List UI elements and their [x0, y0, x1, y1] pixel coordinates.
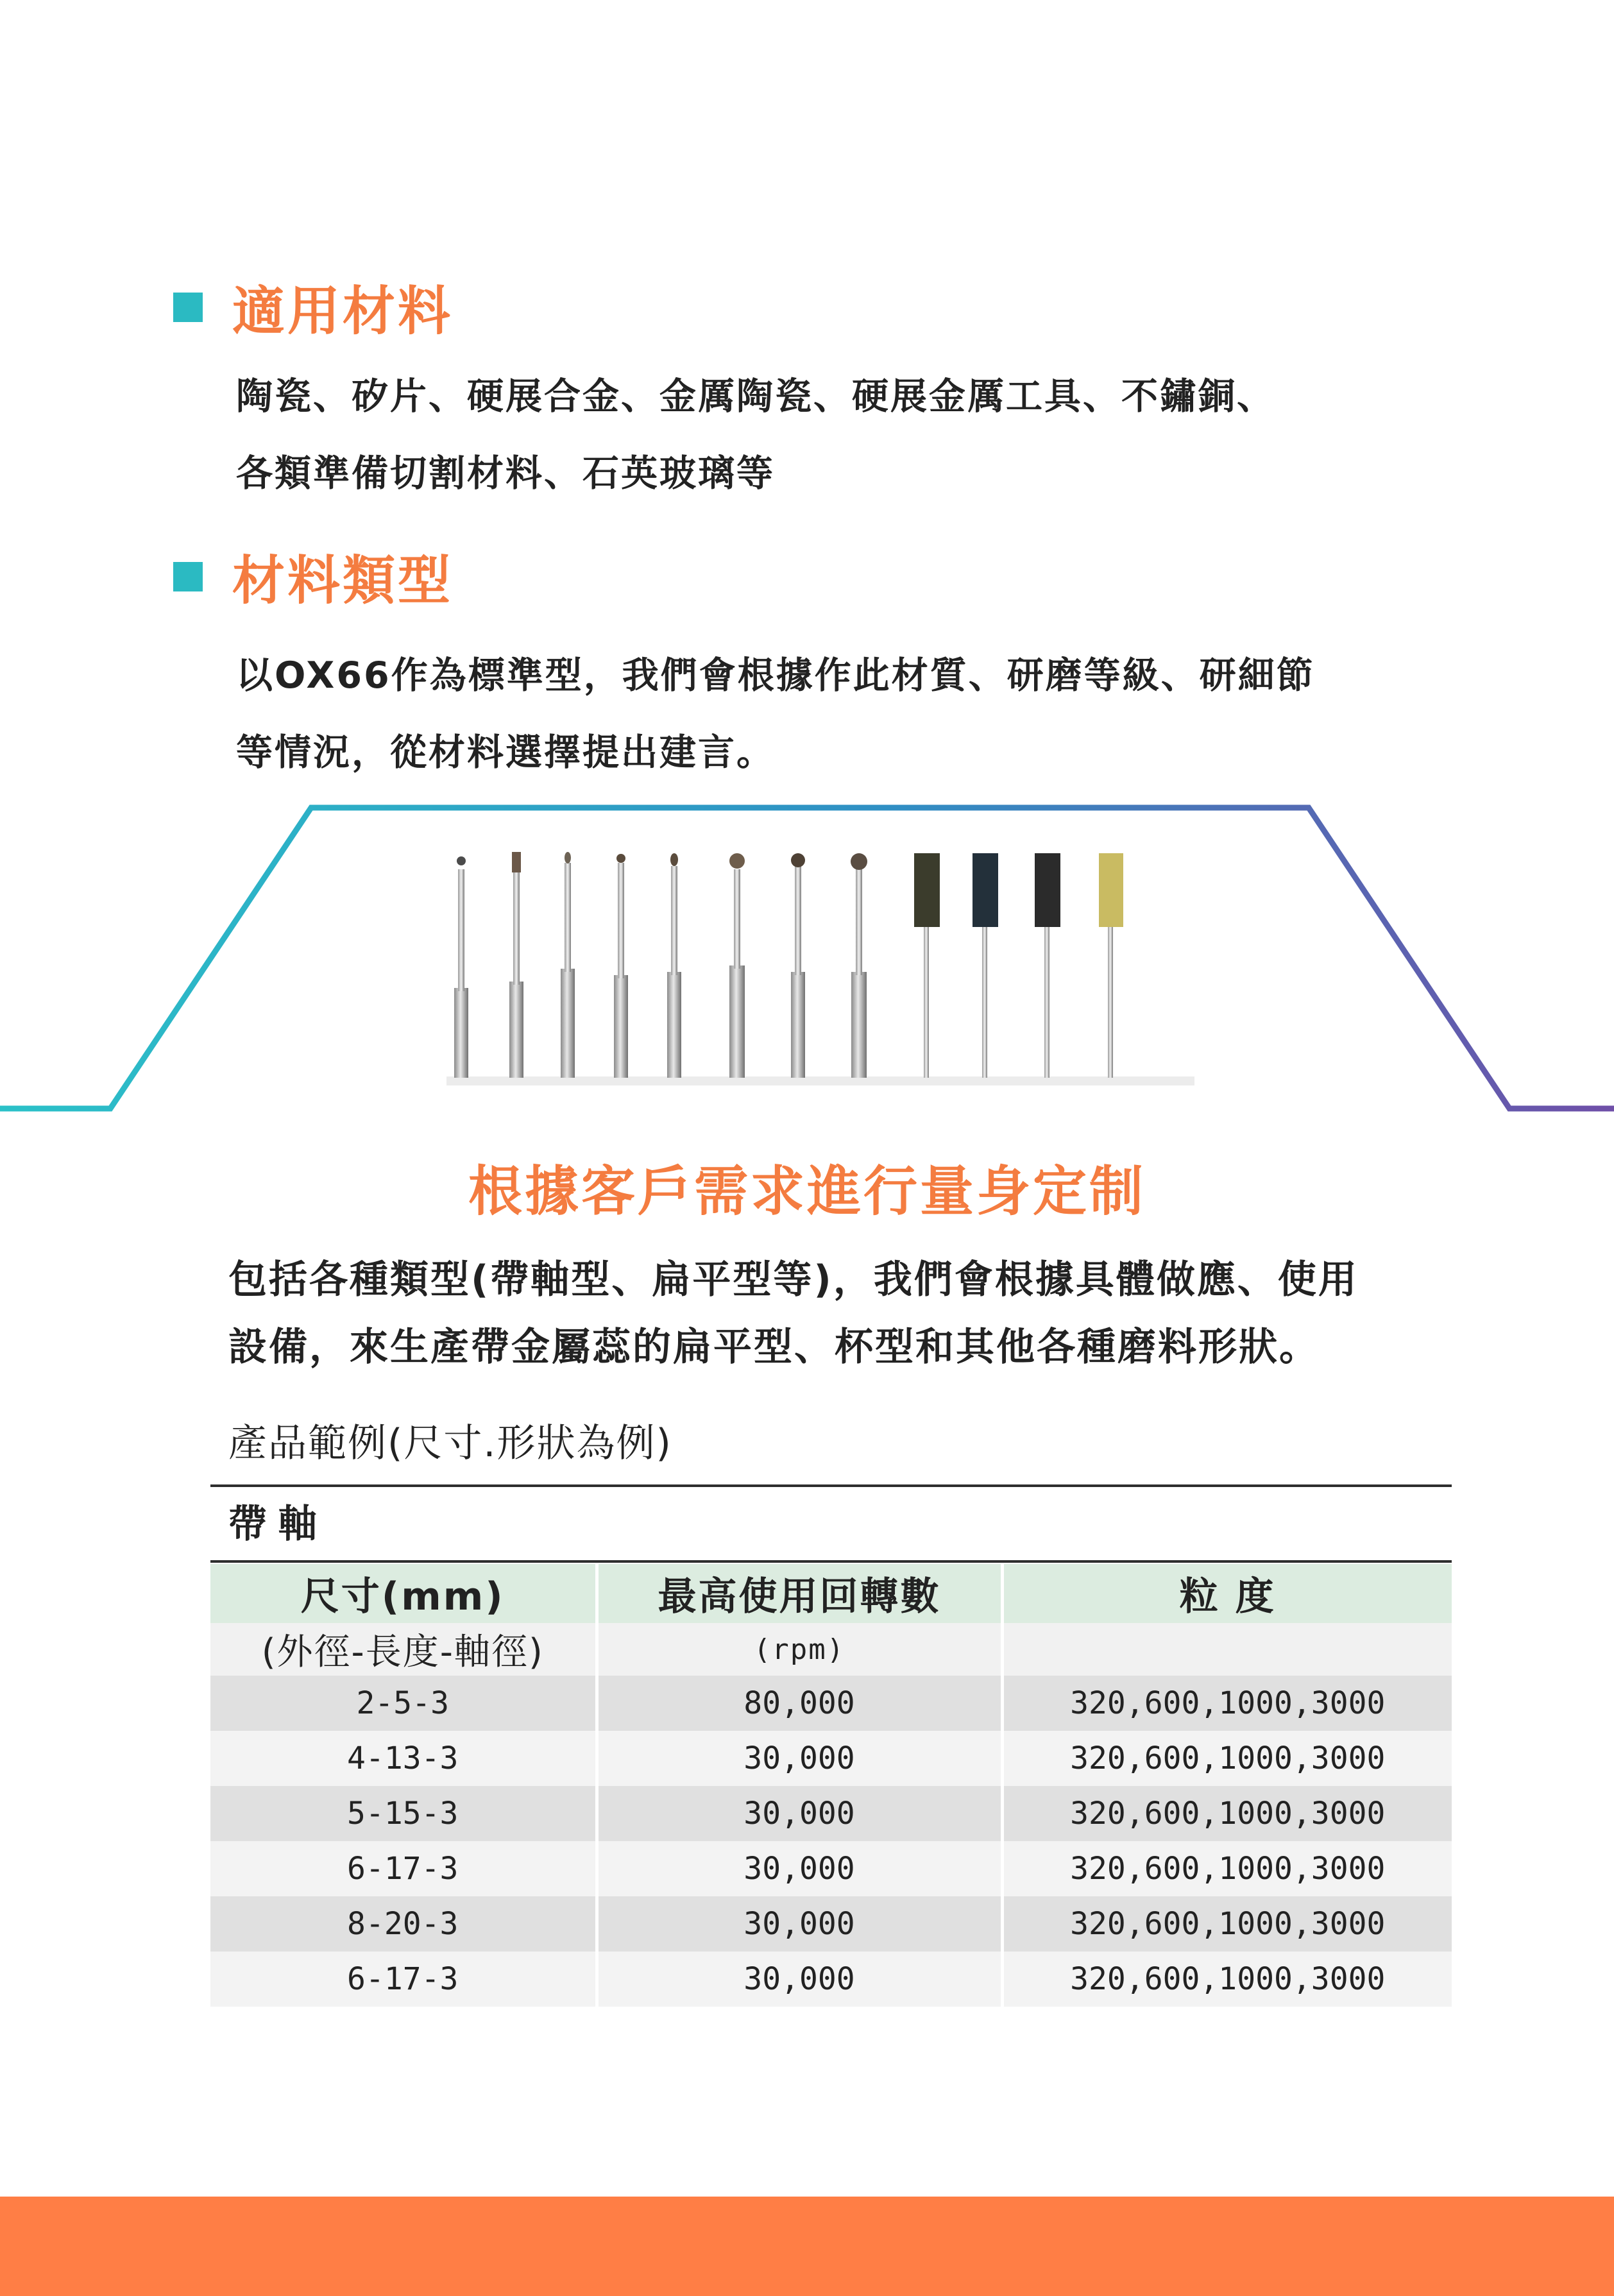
custom-section-title: 根據客戶需求進行量身定制	[468, 1159, 1146, 1223]
table-row	[210, 1731, 1452, 1786]
materials-text-line-2: 各類準備切割材料、石英玻璃等	[236, 452, 775, 495]
header-grit: 粒 度	[1002, 1564, 1452, 1623]
table-row	[210, 1676, 1452, 1731]
table-row	[210, 1786, 1452, 1841]
cell-size: 5-15-3	[210, 1786, 597, 1841]
table-subhead: 帶軸	[228, 1502, 328, 1547]
spec-table	[210, 1564, 1452, 2007]
table-row	[210, 1841, 1452, 1896]
cell-rpm: 30,000	[597, 1952, 1002, 2007]
header-max-rpm: 最高使用回轉數	[597, 1564, 1002, 1623]
materials-text-line-1: 陶瓷、矽片、硬展合金、金厲陶瓷、硬展金厲工具、不鏽銅、	[236, 375, 1275, 418]
cell-size: 2-5-3	[210, 1676, 597, 1731]
section-title: 材料類型	[232, 550, 454, 611]
cell-rpm: 30,000	[597, 1841, 1002, 1896]
types-text-line-1: 以OX66作為標準型，我們會根據作此材質、研磨等級、研細節	[236, 654, 1315, 697]
subheader-rpm-unit: (rpm)	[597, 1623, 1002, 1676]
header-size: 尺寸(mm)	[210, 1564, 597, 1623]
section-heading-materials	[173, 269, 453, 344]
cell-grit: 320,600,1000,3000	[1002, 1786, 1452, 1841]
cell-grit: 320,600,1000,3000	[1002, 1731, 1452, 1786]
cell-size: 8-20-3	[210, 1896, 597, 1952]
cell-rpm: 30,000	[597, 1731, 1002, 1786]
cell-rpm: 30,000	[597, 1786, 1002, 1841]
section-heading-material-types	[173, 539, 453, 614]
cell-grit: 320,600,1000,3000	[1002, 1841, 1452, 1896]
cell-size: 6-17-3	[210, 1952, 597, 2007]
subhead-rule	[210, 1560, 1452, 1563]
cell-rpm: 30,000	[597, 1896, 1002, 1952]
cell-grit: 320,600,1000,3000	[1002, 1896, 1452, 1952]
custom-text-line-1: 包括各種類型(帶軸型、扁平型等)，我們會根據具體做應、使用	[228, 1257, 1359, 1302]
table-caption: 產品範例(尺寸.形狀為例)	[228, 1421, 672, 1466]
section-square-icon	[173, 293, 203, 322]
subheader-grit-empty	[1002, 1623, 1452, 1676]
table-row	[210, 1952, 1452, 2007]
table-row	[210, 1896, 1452, 1952]
types-text-line-2: 等情況，從材料選擇提出建言。	[236, 731, 775, 774]
cell-grit: 320,600,1000,3000	[1002, 1952, 1452, 2007]
cell-rpm: 80,000	[597, 1676, 1002, 1731]
cell-grit: 320,600,1000,3000	[1002, 1676, 1452, 1731]
table-header-row	[210, 1564, 1452, 1623]
table-subheader-row	[210, 1623, 1452, 1676]
subheader-size-format: (外徑-長度-軸徑)	[210, 1623, 597, 1676]
footer-bar	[0, 2197, 1614, 2296]
grinding-tools-image	[440, 834, 1201, 1091]
cell-size: 4-13-3	[210, 1731, 597, 1786]
cell-size: 6-17-3	[210, 1841, 597, 1896]
section-title: 適用材料	[232, 280, 454, 342]
caption-rule	[210, 1484, 1452, 1487]
section-square-icon	[173, 562, 203, 591]
custom-text-line-2: 設備，來生產帶金屬蕊的扁平型、杯型和其他各種磨料形狀。	[228, 1325, 1320, 1370]
